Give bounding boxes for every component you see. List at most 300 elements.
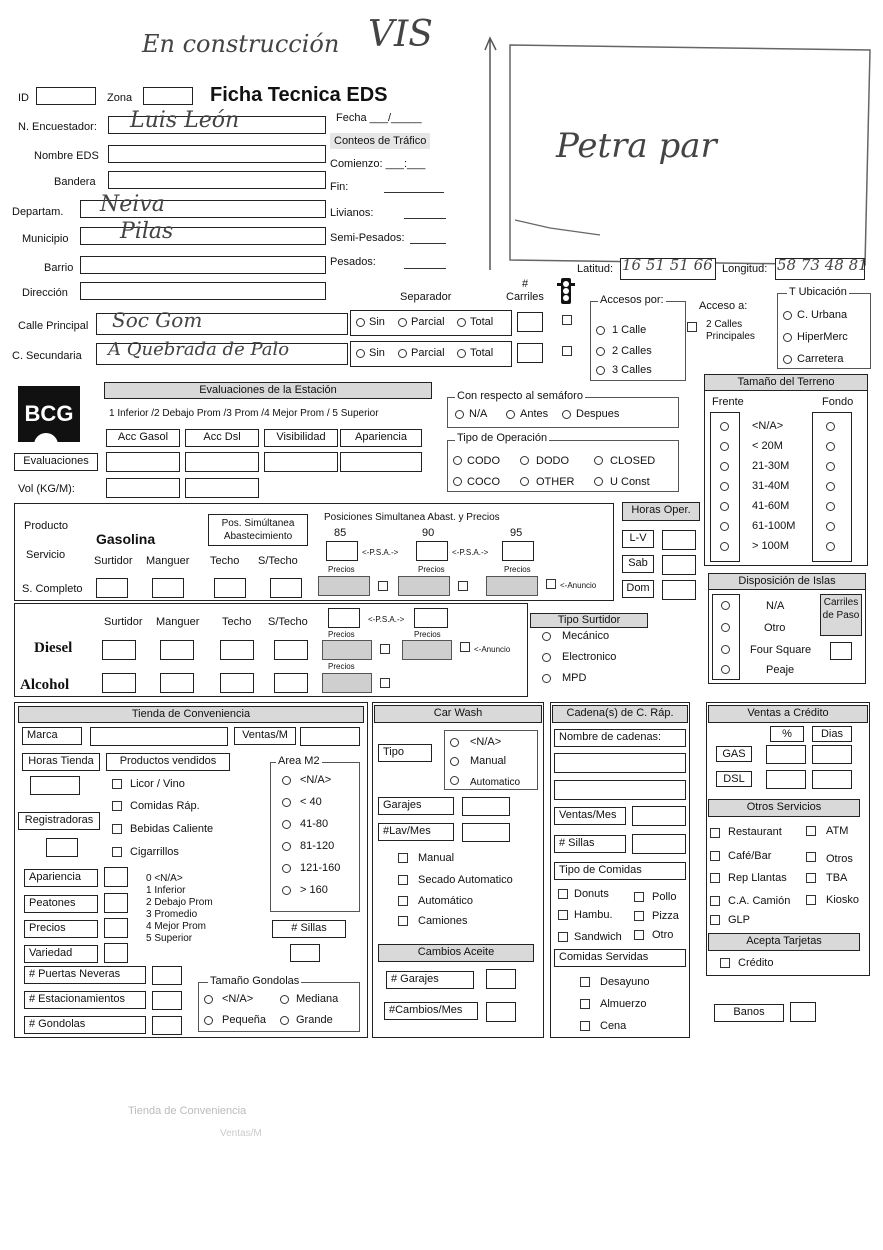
gas-manguer-input[interactable] bbox=[152, 578, 184, 598]
conteos-header: Conteos de Tráfico bbox=[330, 133, 430, 149]
sandwich-check[interactable] bbox=[558, 932, 568, 942]
sin-label-2: Sin bbox=[369, 347, 385, 359]
alcohol-precio-input[interactable] bbox=[402, 640, 452, 660]
diesel-surtidor-input[interactable] bbox=[102, 640, 136, 660]
evaluaciones-header: Evaluaciones de la Estación bbox=[104, 382, 432, 399]
visibilidad-input[interactable] bbox=[264, 452, 338, 472]
anuncio-diesel-check[interactable] bbox=[460, 642, 470, 652]
hipermerc-radio[interactable] bbox=[783, 333, 792, 342]
gas-stecho-input[interactable] bbox=[270, 578, 302, 598]
fondo-radio-6[interactable] bbox=[826, 542, 835, 551]
other-radio[interactable] bbox=[520, 477, 529, 486]
islas-four-square-label: Four Square bbox=[750, 644, 812, 656]
diesel-label: Diesel bbox=[34, 640, 73, 656]
cadena-ventas-label: Ventas/Mes bbox=[554, 807, 626, 825]
departamento-handwriting: Neiva bbox=[100, 192, 165, 217]
psa-85-input[interactable] bbox=[326, 541, 358, 561]
acc-dsl-input[interactable] bbox=[185, 452, 259, 472]
closed-label: CLOSED bbox=[610, 455, 656, 467]
marca-label: Marca bbox=[22, 727, 82, 745]
cadena-ventas-input[interactable] bbox=[632, 806, 686, 826]
tarjetas-header: Acepta Tarjetas bbox=[708, 933, 860, 951]
electronico-label: Electronico bbox=[562, 651, 617, 663]
islas-otro-label: Otro bbox=[764, 622, 786, 634]
fondo-radio-3[interactable] bbox=[826, 482, 835, 491]
pollo-check[interactable] bbox=[634, 892, 644, 902]
secado-label: Secado Automatico bbox=[418, 874, 513, 886]
semaforo-title: Con respecto al semáforo bbox=[457, 390, 583, 402]
alcohol-precio-input-2[interactable] bbox=[322, 673, 372, 693]
garajes-2-label: # Garajes bbox=[386, 971, 474, 989]
credito-header: Ventas a Crédito bbox=[708, 705, 868, 723]
donuts-check[interactable] bbox=[558, 889, 568, 899]
alcohol-psa-input[interactable] bbox=[414, 608, 448, 628]
gond-grande-label: Grande bbox=[296, 1014, 333, 1026]
horas-oper-header: Horas Oper. bbox=[622, 502, 700, 521]
diesel-manguer-input[interactable] bbox=[160, 640, 194, 660]
apariencia-tienda-input[interactable] bbox=[104, 867, 128, 887]
frente-radio-5[interactable] bbox=[720, 522, 729, 531]
horas-tienda-input[interactable] bbox=[30, 776, 80, 795]
gas-surtidor-input[interactable] bbox=[96, 578, 128, 598]
almuerzo-check[interactable] bbox=[580, 999, 590, 1009]
estacionamientos-label: # Estacionamientos bbox=[24, 991, 146, 1009]
mecanico-radio[interactable] bbox=[542, 632, 551, 641]
terreno-size-label: 41-60M bbox=[752, 500, 790, 512]
gond-pequena-radio[interactable] bbox=[204, 1016, 213, 1025]
ca-camion-label: C.A. Camión bbox=[728, 895, 791, 907]
longitud-label: Longitud: bbox=[722, 263, 768, 275]
alcohol-manguer-input[interactable] bbox=[160, 673, 194, 693]
gas-dias-input[interactable] bbox=[812, 745, 852, 764]
sillas-tienda-input[interactable] bbox=[290, 944, 320, 962]
comidas-rap-label: Comidas Ráp. bbox=[130, 800, 200, 812]
gas-manguer-label: Manguer bbox=[146, 555, 190, 567]
tba-check[interactable] bbox=[806, 873, 816, 883]
area-radio-5[interactable] bbox=[282, 886, 291, 895]
dos-calles-label: 2 Calles bbox=[706, 319, 743, 330]
semaforo-despues-radio[interactable] bbox=[562, 410, 571, 419]
uconst-label: U Const bbox=[610, 476, 650, 488]
dsl-label: DSL bbox=[716, 771, 752, 787]
acc-gasol-input[interactable] bbox=[106, 452, 180, 472]
diesel-stecho-input[interactable] bbox=[274, 640, 308, 660]
alcohol-precios-label-2: Precios bbox=[328, 662, 355, 671]
scale-4: 4 Mejor Prom bbox=[146, 921, 207, 932]
scale-5: 5 Superior bbox=[146, 933, 193, 944]
peatones-label: Peatones bbox=[24, 895, 98, 913]
apariencia-label: Apariencia bbox=[24, 869, 98, 887]
tba-label: TBA bbox=[826, 872, 848, 884]
marca-input[interactable] bbox=[90, 727, 228, 746]
nombre-eds-label: Nombre EDS bbox=[34, 150, 99, 162]
frente-radio-1[interactable] bbox=[720, 442, 729, 451]
automatico-label: Automático bbox=[418, 895, 474, 907]
precio-95-input[interactable] bbox=[486, 576, 538, 596]
gas-label: GAS bbox=[716, 746, 752, 762]
dsl-dias-input[interactable] bbox=[812, 770, 852, 789]
diesel-psa-input[interactable] bbox=[328, 608, 360, 628]
handwritten-petra-par: Petra par bbox=[556, 126, 717, 166]
cena-label: Cena bbox=[600, 1020, 627, 1032]
manual-label: Manual bbox=[418, 852, 455, 864]
frente-radio-3[interactable] bbox=[720, 482, 729, 491]
frente-radio-6[interactable] bbox=[720, 542, 729, 551]
area-option-label: 81-120 bbox=[300, 840, 335, 852]
diesel-manguer-label: Manguer bbox=[156, 616, 200, 628]
otro-check[interactable] bbox=[634, 930, 644, 940]
cw-na-radio[interactable] bbox=[450, 738, 459, 747]
area-radio-4[interactable] bbox=[282, 864, 291, 873]
islas-otro-radio[interactable] bbox=[721, 623, 730, 632]
cadena-input-1[interactable] bbox=[554, 753, 686, 773]
dodo-radio[interactable] bbox=[520, 456, 529, 465]
horas-tienda-label: Horas Tienda bbox=[22, 753, 100, 771]
principal-check[interactable] bbox=[562, 315, 572, 325]
gond-na-radio[interactable] bbox=[204, 995, 213, 1004]
sillas-tienda-label: # Sillas bbox=[272, 920, 346, 938]
carretera-label: Carretera bbox=[797, 353, 844, 365]
diesel-stecho-label: S/Techo bbox=[268, 616, 308, 628]
diesel-precios-label: Precios bbox=[328, 630, 355, 639]
barrio-input[interactable] bbox=[80, 256, 326, 274]
garajes-2-input[interactable] bbox=[486, 969, 516, 989]
urbana-radio[interactable] bbox=[783, 311, 792, 320]
gasolina-label: Gasolina bbox=[96, 531, 156, 547]
cambios-input[interactable] bbox=[486, 1002, 516, 1022]
diesel-surtidor-label: Surtidor bbox=[104, 616, 143, 628]
anuncio-gas-label: <-Anuncio bbox=[560, 581, 597, 590]
zona-label: Zona bbox=[107, 92, 133, 104]
terreno-size-label: 31-40M bbox=[752, 480, 790, 492]
gas-surtidor-label: Surtidor bbox=[94, 555, 133, 567]
puertas-input[interactable] bbox=[152, 966, 182, 985]
diesel-precio-input[interactable] bbox=[322, 640, 372, 660]
psa-95-input[interactable] bbox=[502, 541, 534, 561]
evaluaciones-row-label: Evaluaciones bbox=[14, 453, 98, 471]
total-radio[interactable] bbox=[457, 318, 466, 327]
mecanico-label: Mecánico bbox=[562, 630, 610, 642]
fin-label: Fin: bbox=[330, 181, 349, 193]
separador-label: Separador bbox=[400, 291, 452, 303]
secado-check[interactable] bbox=[398, 875, 408, 885]
acceso-2-calles-radio[interactable] bbox=[596, 347, 605, 356]
cambios-label: #Cambios/Mes bbox=[384, 1002, 478, 1020]
semaforo-antes-label: Antes bbox=[520, 408, 549, 420]
carwash-header: Car Wash bbox=[374, 705, 542, 723]
licor-check[interactable] bbox=[112, 779, 122, 789]
registradoras-label: Registradoras bbox=[18, 812, 100, 830]
bandera-label: Bandera bbox=[54, 176, 96, 188]
carretera-radio[interactable] bbox=[783, 355, 792, 364]
pesados-line bbox=[404, 268, 446, 269]
municipio-input[interactable] bbox=[80, 227, 326, 245]
lav-input[interactable] bbox=[462, 823, 510, 842]
acceso-3-calles-radio[interactable] bbox=[596, 366, 605, 375]
handwritten-vis: VIS bbox=[368, 14, 433, 55]
bandera-input[interactable] bbox=[108, 171, 326, 189]
otros-check[interactable] bbox=[806, 852, 816, 862]
producto-label: Producto bbox=[24, 520, 69, 532]
gond-mediana-label: Mediana bbox=[296, 993, 339, 1005]
islas-na-label: N/A bbox=[766, 600, 785, 612]
tipo-comidas-label: Tipo de Comidas bbox=[554, 862, 686, 880]
desayuno-label: Desayuno bbox=[600, 976, 650, 988]
islas-header: Disposición de Islas bbox=[708, 573, 866, 590]
fondo-radio-1[interactable] bbox=[826, 442, 835, 451]
frente-label: Frente bbox=[712, 396, 744, 408]
direccion-input[interactable] bbox=[80, 282, 326, 300]
area-radio-3[interactable] bbox=[282, 842, 291, 851]
kiosko-label: Kiosko bbox=[826, 894, 860, 906]
gond-mediana-radio[interactable] bbox=[280, 995, 289, 1004]
tienda-header: Tienda de Conveniencia bbox=[18, 706, 364, 723]
banos-input[interactable] bbox=[790, 1002, 816, 1022]
octane-90: 90 bbox=[422, 527, 435, 539]
anuncio-diesel-label: <-Anuncio bbox=[474, 645, 511, 654]
precios-tienda-label: Precios bbox=[24, 920, 98, 938]
cw-manual-label: Manual bbox=[470, 755, 507, 767]
garajes-input[interactable] bbox=[462, 797, 510, 816]
nombre-cadenas-label: Nombre de cadenas: bbox=[554, 729, 686, 747]
pizza-check[interactable] bbox=[634, 911, 644, 921]
glp-label: GLP bbox=[728, 914, 751, 926]
accesos-title: Accesos por: bbox=[600, 294, 664, 306]
registradoras-input[interactable] bbox=[46, 838, 78, 857]
terreno-size-label: < 20M bbox=[752, 440, 783, 452]
calle-principal-handwriting: Soc Gom bbox=[112, 308, 203, 332]
kiosko-check[interactable] bbox=[806, 895, 816, 905]
evaluaciones-scale: 1 Inferior /2 Debajo Prom /3 Prom /4 Mejor Prom / 5 Superior bbox=[109, 408, 379, 419]
diesel-techo-input[interactable] bbox=[220, 640, 254, 660]
id-input[interactable] bbox=[36, 87, 96, 105]
fondo-radio-2[interactable] bbox=[826, 462, 835, 471]
psa-arrow-1: <-P.S.A.-> bbox=[362, 548, 399, 557]
cigarrillos-check[interactable] bbox=[112, 847, 122, 857]
frente-radio-2[interactable] bbox=[720, 462, 729, 471]
bebidas-check[interactable] bbox=[112, 824, 122, 834]
precio-85-input[interactable] bbox=[318, 576, 370, 596]
cena-check[interactable] bbox=[580, 1021, 590, 1031]
area-option-label: <N/A> bbox=[300, 774, 332, 786]
vol-gasol-input[interactable] bbox=[106, 478, 180, 498]
fecha-label: Fecha ___/_____ bbox=[336, 112, 422, 124]
atm-check[interactable] bbox=[806, 826, 816, 836]
frente-radio-4[interactable] bbox=[720, 502, 729, 511]
automatico-check[interactable] bbox=[398, 896, 408, 906]
sin-radio[interactable] bbox=[356, 318, 365, 327]
ventas-m-input[interactable] bbox=[300, 727, 360, 746]
rep-llantas-check[interactable] bbox=[710, 873, 720, 883]
mpd-radio[interactable] bbox=[542, 674, 551, 683]
zona-input[interactable] bbox=[143, 87, 193, 105]
codo-radio[interactable] bbox=[453, 456, 462, 465]
cw-auto-radio[interactable] bbox=[450, 776, 459, 785]
sandwich-label: Sandwich bbox=[574, 931, 622, 943]
precios-90-label: Precios bbox=[418, 565, 445, 574]
credito-check[interactable] bbox=[720, 958, 730, 968]
cigarrillos-label: Cigarrillos bbox=[130, 846, 179, 858]
alcohol-stecho-input[interactable] bbox=[274, 673, 308, 693]
semaforo-despues-label: Despues bbox=[576, 408, 620, 420]
gond-grande-radio[interactable] bbox=[280, 1016, 289, 1025]
frente-radio-0[interactable] bbox=[720, 422, 729, 431]
longitud-handwriting: 58 73 48 81 bbox=[777, 256, 868, 274]
principales-label: Principales bbox=[706, 331, 755, 342]
area-option-label: < 40 bbox=[300, 796, 322, 808]
municipio-handwriting: Pilas bbox=[120, 219, 174, 244]
coco-radio[interactable] bbox=[453, 477, 462, 486]
livianos-label: Livianos: bbox=[330, 207, 374, 219]
octane-95: 95 bbox=[510, 527, 523, 539]
hipermerc-label: HiperMerc bbox=[797, 331, 848, 343]
ca-camion-check[interactable] bbox=[710, 896, 720, 906]
carriles-paso-header: Carriles de Paso bbox=[820, 594, 862, 636]
glp-check[interactable] bbox=[710, 915, 720, 925]
scale-2: 2 Debajo Prom bbox=[146, 897, 213, 908]
semaforo-na-label: N/A bbox=[469, 408, 488, 420]
psa-arrow-2: <-P.S.A.-> bbox=[452, 548, 489, 557]
gond-na-label: <N/A> bbox=[222, 993, 254, 1005]
nombre-eds-input[interactable] bbox=[108, 145, 326, 163]
apariencia-input[interactable] bbox=[340, 452, 422, 472]
electronico-radio[interactable] bbox=[542, 653, 551, 662]
carriles-paso-input[interactable] bbox=[830, 642, 852, 660]
servicio-label: Servicio bbox=[26, 549, 66, 561]
cafe-label: Café/Bar bbox=[728, 850, 772, 862]
direccion-label: Dirección bbox=[22, 287, 68, 299]
alcohol-precio-check[interactable] bbox=[380, 678, 390, 688]
alcohol-precios-label: Precios bbox=[414, 630, 441, 639]
camiones-check[interactable] bbox=[398, 916, 408, 926]
area-radio-2[interactable] bbox=[282, 820, 291, 829]
other-label: OTHER bbox=[536, 476, 575, 488]
fondo-radio-5[interactable] bbox=[826, 522, 835, 531]
hambu-check[interactable] bbox=[558, 910, 568, 920]
cadena-sillas-input[interactable] bbox=[632, 834, 686, 854]
precio-85-check[interactable] bbox=[378, 581, 388, 591]
acceso-1-calle-radio[interactable] bbox=[596, 326, 605, 335]
parcial-radio[interactable] bbox=[398, 318, 407, 327]
rep-llantas-label: Rep Llantas bbox=[728, 872, 787, 884]
precios-tienda-input[interactable] bbox=[104, 918, 128, 938]
encuestador-label: N. Encuestador: bbox=[18, 121, 97, 133]
fondo-radio-0[interactable] bbox=[826, 422, 835, 431]
calle-principal-label: Calle Principal bbox=[18, 320, 89, 332]
tipo-label: Tipo bbox=[378, 744, 432, 762]
octane-85: 85 bbox=[334, 527, 347, 539]
carriles-hash: # bbox=[522, 278, 529, 290]
gas-pct-input[interactable] bbox=[766, 745, 806, 764]
sin-radio-2[interactable] bbox=[356, 349, 365, 358]
acc-gasol-header: Acc Gasol bbox=[106, 429, 180, 447]
carriles-principal-input[interactable] bbox=[517, 312, 543, 332]
area-radio-1[interactable] bbox=[282, 798, 291, 807]
fondo-radio-4[interactable] bbox=[826, 502, 835, 511]
comienzo-label: Comienzo: ___:___ bbox=[330, 158, 426, 170]
puertas-label: # Puertas Neveras bbox=[24, 966, 146, 984]
psa-90-input[interactable] bbox=[416, 541, 448, 561]
closed-radio[interactable] bbox=[594, 456, 603, 465]
otros-label: Otros bbox=[826, 853, 853, 865]
diesel-psa-arrow: <-P.S.A.-> bbox=[368, 615, 405, 624]
uconst-radio[interactable] bbox=[594, 477, 603, 486]
alcohol-surtidor-input[interactable] bbox=[102, 673, 136, 693]
gondolas-input[interactable] bbox=[152, 1016, 182, 1035]
municipio-label: Municipio bbox=[22, 233, 69, 245]
semi-line bbox=[410, 243, 446, 244]
dos-calles-check[interactable] bbox=[687, 322, 697, 332]
restaurant-label: Restaurant bbox=[728, 826, 782, 838]
lav-label: #Lav/Mes bbox=[378, 823, 454, 841]
restaurant-check[interactable] bbox=[710, 828, 720, 838]
area-radio-0[interactable] bbox=[282, 776, 291, 785]
terreno-header: Tamaño del Terreno bbox=[704, 374, 868, 391]
islas-peaje-radio[interactable] bbox=[721, 665, 730, 674]
cadena-input-2[interactable] bbox=[554, 780, 686, 800]
estacionamientos-input[interactable] bbox=[152, 991, 182, 1010]
diesel-precio-check[interactable] bbox=[380, 644, 390, 654]
anuncio-gas-check[interactable] bbox=[546, 579, 556, 589]
alcohol-techo-input[interactable] bbox=[220, 673, 254, 693]
horas-dom-input[interactable] bbox=[662, 580, 696, 600]
otro-label: Otro bbox=[652, 929, 674, 941]
semaforo-na-radio[interactable] bbox=[455, 410, 464, 419]
variedad-input[interactable] bbox=[104, 943, 128, 963]
islas-four-square-radio[interactable] bbox=[721, 645, 730, 654]
semaforo-antes-radio[interactable] bbox=[506, 410, 515, 419]
vol-dsl-input[interactable] bbox=[185, 478, 259, 498]
cafe-check[interactable] bbox=[710, 851, 720, 861]
dsl-pct-input[interactable] bbox=[766, 770, 806, 789]
pct-label: % bbox=[770, 726, 804, 742]
islas-na-radio[interactable] bbox=[721, 601, 730, 610]
horas-lv-label: L-V bbox=[622, 530, 654, 548]
parcial-radio-2[interactable] bbox=[398, 349, 407, 358]
desayuno-check[interactable] bbox=[580, 977, 590, 987]
islas-peaje-label: Peaje bbox=[766, 664, 795, 676]
posiciones-label: Posiciones Simultanea Abast. y Precios bbox=[324, 512, 500, 523]
precio-90-check[interactable] bbox=[458, 581, 468, 591]
ubicacion-title: T Ubicación bbox=[789, 286, 847, 298]
gas-techo-input[interactable] bbox=[214, 578, 246, 598]
comidas-servidas-label: Comidas Servidas bbox=[554, 949, 686, 967]
comidas-rap-check[interactable] bbox=[112, 801, 122, 811]
secundaria-check[interactable] bbox=[562, 346, 572, 356]
form-title: Ficha Tecnica EDS bbox=[210, 84, 388, 106]
manual-check[interactable] bbox=[398, 853, 408, 863]
banos-label: Banos bbox=[714, 1004, 784, 1022]
cw-manual-radio[interactable] bbox=[450, 757, 459, 766]
total-radio-2[interactable] bbox=[457, 349, 466, 358]
apariencia-header: Apariencia bbox=[340, 429, 422, 447]
carriles-secundaria-input[interactable] bbox=[517, 343, 543, 363]
area-title: Area M2 bbox=[278, 755, 320, 767]
fin-line bbox=[384, 192, 444, 193]
precio-90-input[interactable] bbox=[398, 576, 450, 596]
encuestador-handwriting: Luis León bbox=[130, 108, 240, 133]
area-option-label: 121-160 bbox=[300, 862, 341, 874]
horas-lv-input[interactable] bbox=[662, 530, 696, 550]
c-secundaria-handwriting: A Quebrada de Palo bbox=[108, 339, 290, 360]
peatones-input[interactable] bbox=[104, 893, 128, 913]
dias-label: Dias bbox=[812, 726, 852, 742]
terreno-size-label: 61-100M bbox=[752, 520, 796, 532]
area-option-label: > 160 bbox=[300, 884, 328, 896]
horas-sab-input[interactable] bbox=[662, 555, 696, 575]
gond-pequena-label: Pequeña bbox=[222, 1014, 267, 1026]
cw-auto-label: Automatico bbox=[470, 777, 521, 788]
